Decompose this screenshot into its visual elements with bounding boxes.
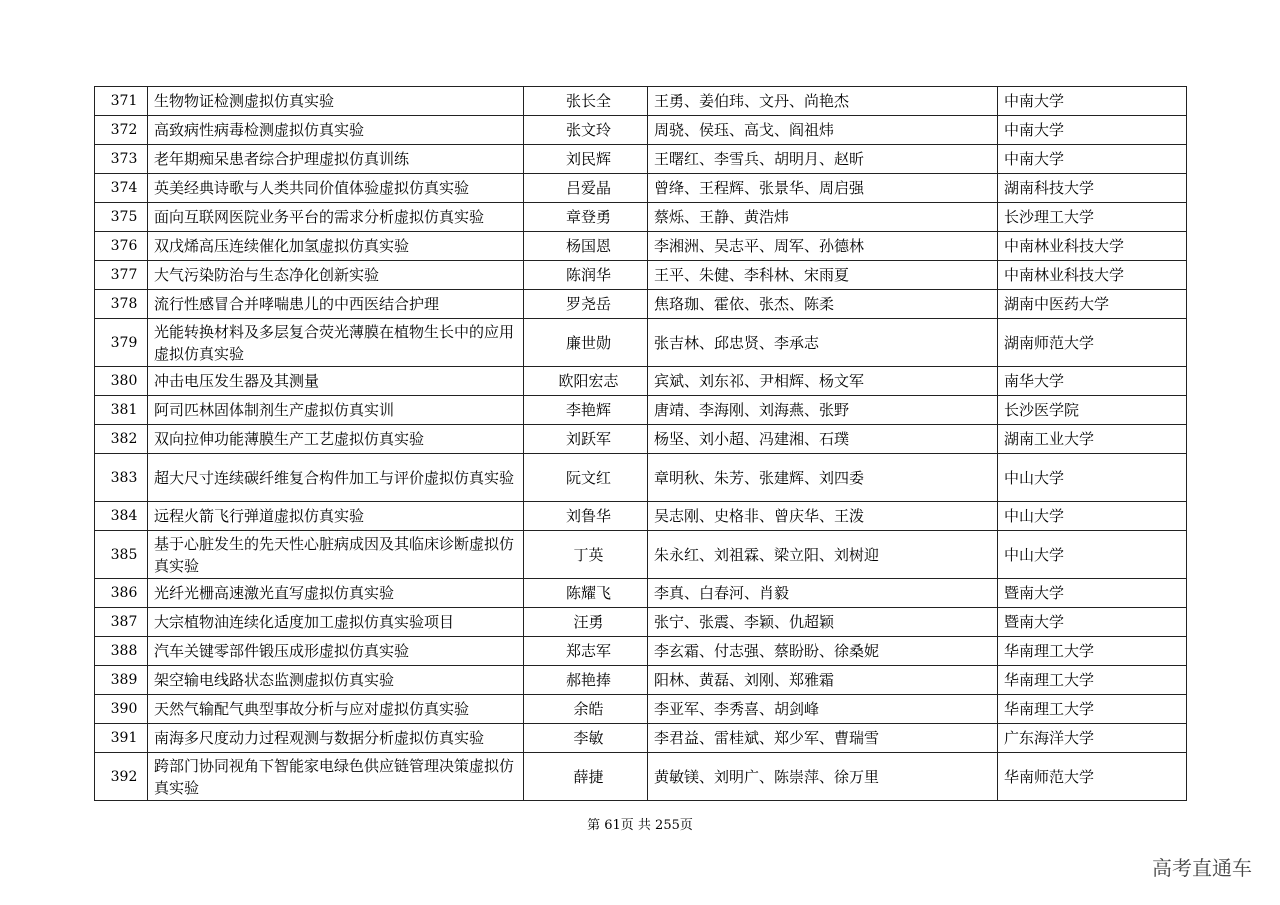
table-row [95,666,1187,695]
project-name: 远程火箭飞行弹道虚拟仿真实验 [148,502,524,531]
table-row [95,203,1187,232]
row-number: 377 [95,261,148,290]
row-number: 373 [95,145,148,174]
project-name: 双戊烯高压连续催化加氢虚拟仿真实验 [148,232,524,261]
team-members: 李真、白春河、肖毅 [648,579,998,608]
row-number: 372 [95,116,148,145]
row-number: 379 [95,319,148,367]
university-name: 中南大学 [998,116,1187,145]
table-row [95,116,1187,145]
table-row [95,425,1187,454]
university-name: 中南大学 [998,145,1187,174]
project-lead: 陈润华 [524,261,648,290]
team-members: 李玄霜、付志强、蔡盼盼、徐桑妮 [648,637,998,666]
project-name: 阿司匹林固体制剂生产虚拟仿真实训 [148,396,524,425]
project-lead: 杨国恩 [524,232,648,261]
project-name: 汽车关键零部件锻压成形虚拟仿真实验 [148,637,524,666]
row-number: 374 [95,174,148,203]
row-number: 388 [95,637,148,666]
table-row [95,502,1187,531]
project-name: 老年期痴呆患者综合护理虚拟仿真训练 [148,145,524,174]
project-name: 流行性感冒合并哮喘患儿的中西医结合护理 [148,290,524,319]
page-footer: 第 61页 共 255页 [587,818,693,833]
project-lead: 阮文红 [524,454,648,502]
project-lead: 刘鲁华 [524,502,648,531]
team-members: 杨坚、刘小超、冯建湘、石璞 [648,425,998,454]
team-members: 曾绛、王程辉、张景华、周启强 [648,174,998,203]
row-number: 381 [95,396,148,425]
team-members: 王平、朱健、李科林、宋雨夏 [648,261,998,290]
team-members: 黄敏镁、刘明广、陈崇萍、徐万里 [648,753,998,801]
row-number: 385 [95,531,148,579]
project-name: 架空输电线路状态监测虚拟仿真实验 [148,666,524,695]
team-members: 唐靖、李海刚、刘海燕、张野 [648,396,998,425]
table-row [95,579,1187,608]
university-name: 中南林业科技大学 [998,232,1187,261]
project-name: 跨部门协同视角下智能家电绿色供应链管理决策虚拟仿真实验 [148,753,524,801]
row-number: 389 [95,666,148,695]
university-name: 中南大学 [998,87,1187,116]
table-row [95,367,1187,396]
project-name: 基于心脏发生的先天性心脏病成因及其临床诊断虚拟仿真实验 [148,531,524,579]
project-name: 光能转换材料及多层复合荧光薄膜在植物生长中的应用虚拟仿真实验 [148,319,524,367]
project-name: 超大尺寸连续碳纤维复合构件加工与评价虚拟仿真实验 [148,454,524,502]
university-name: 华南师范大学 [998,753,1187,801]
project-name: 双向拉伸功能薄膜生产工艺虚拟仿真实验 [148,425,524,454]
university-name: 湖南工业大学 [998,425,1187,454]
project-lead: 廉世勋 [524,319,648,367]
university-name: 长沙医学院 [998,396,1187,425]
team-members: 李湘洲、吴志平、周军、孙德林 [648,232,998,261]
table-row [95,396,1187,425]
university-name: 中南林业科技大学 [998,261,1187,290]
team-members: 李君益、雷桂斌、郑少军、曹瑞雪 [648,724,998,753]
table-row [95,290,1187,319]
project-name: 高致病性病毒检测虚拟仿真实验 [148,116,524,145]
project-name: 南海多尺度动力过程观测与数据分析虚拟仿真实验 [148,724,524,753]
project-lead: 欧阳宏志 [524,367,648,396]
table-row [95,753,1187,801]
row-number: 387 [95,608,148,637]
project-name: 大气污染防治与生态净化创新实验 [148,261,524,290]
row-number: 382 [95,425,148,454]
table-row [95,319,1187,367]
university-name: 华南理工大学 [998,695,1187,724]
table-row [95,232,1187,261]
row-number: 375 [95,203,148,232]
row-number: 384 [95,502,148,531]
team-members: 焦珞珈、霍依、张杰、陈柔 [648,290,998,319]
project-table-body [95,87,1187,801]
university-name: 暨南大学 [998,608,1187,637]
project-lead: 刘民辉 [524,145,648,174]
team-members: 吴志刚、史格非、曾庆华、王泼 [648,502,998,531]
project-name: 大宗植物油连续化适度加工虚拟仿真实验项目 [148,608,524,637]
row-number: 392 [95,753,148,801]
table-row [95,454,1187,502]
team-members: 李亚军、李秀喜、胡剑峰 [648,695,998,724]
table-row [95,637,1187,666]
university-name: 南华大学 [998,367,1187,396]
university-name: 暨南大学 [998,579,1187,608]
university-name: 华南理工大学 [998,637,1187,666]
team-members: 章明秋、朱芳、张建辉、刘四委 [648,454,998,502]
university-name: 湖南中医药大学 [998,290,1187,319]
project-lead: 余皓 [524,695,648,724]
university-name: 长沙理工大学 [998,203,1187,232]
project-lead: 薛捷 [524,753,648,801]
project-name: 面向互联网医院业务平台的需求分析虚拟仿真实验 [148,203,524,232]
project-table [94,86,1187,801]
row-number: 380 [95,367,148,396]
team-members: 阳林、黄磊、刘刚、郑雅霜 [648,666,998,695]
project-name: 天然气输配气典型事故分析与应对虚拟仿真实验 [148,695,524,724]
project-lead: 张长全 [524,87,648,116]
row-number: 383 [95,454,148,502]
university-name: 中山大学 [998,531,1187,579]
university-name: 湖南师范大学 [998,319,1187,367]
table-row [95,608,1187,637]
university-name: 中山大学 [998,454,1187,502]
row-number: 378 [95,290,148,319]
project-name: 英美经典诗歌与人类共同价值体验虚拟仿真实验 [148,174,524,203]
project-lead: 李敏 [524,724,648,753]
row-number: 371 [95,87,148,116]
team-members: 周骁、侯珏、高戈、阎祖炜 [648,116,998,145]
university-name: 湖南科技大学 [998,174,1187,203]
university-name: 中山大学 [998,502,1187,531]
university-name: 华南理工大学 [998,666,1187,695]
project-lead: 李艳辉 [524,396,648,425]
table-row [95,695,1187,724]
project-lead: 刘跃军 [524,425,648,454]
project-lead: 汪勇 [524,608,648,637]
project-lead: 张文玲 [524,116,648,145]
project-name: 生物物证检测虚拟仿真实验 [148,87,524,116]
table-row [95,261,1187,290]
university-name: 广东海洋大学 [998,724,1187,753]
team-members: 张宁、张震、李颖、仇超颖 [648,608,998,637]
project-lead: 陈耀飞 [524,579,648,608]
team-members: 张吉林、邱忠贤、李承志 [648,319,998,367]
row-number: 391 [95,724,148,753]
row-number: 390 [95,695,148,724]
row-number: 376 [95,232,148,261]
project-lead: 吕爱晶 [524,174,648,203]
team-members: 宾斌、刘东祁、尹相辉、杨文军 [648,367,998,396]
project-lead: 丁英 [524,531,648,579]
team-members: 王曙红、李雪兵、胡明月、赵昕 [648,145,998,174]
table-row [95,174,1187,203]
project-name: 冲击电压发生器及其测量 [148,367,524,396]
row-number: 386 [95,579,148,608]
project-lead: 罗尧岳 [524,290,648,319]
table-row [95,87,1187,116]
project-lead: 章登勇 [524,203,648,232]
project-lead: 郑志军 [524,637,648,666]
team-members: 朱永红、刘祖霖、梁立阳、刘树迎 [648,531,998,579]
table-row [95,724,1187,753]
team-members: 王勇、姜伯玮、文丹、尚艳杰 [648,87,998,116]
team-members: 蔡烁、王静、黄浩炜 [648,203,998,232]
watermark-logo: 高考直通车 [1152,856,1252,880]
table-row [95,145,1187,174]
project-name: 光纤光栅高速激光直写虚拟仿真实验 [148,579,524,608]
project-lead: 郝艳捧 [524,666,648,695]
table-row [95,531,1187,579]
